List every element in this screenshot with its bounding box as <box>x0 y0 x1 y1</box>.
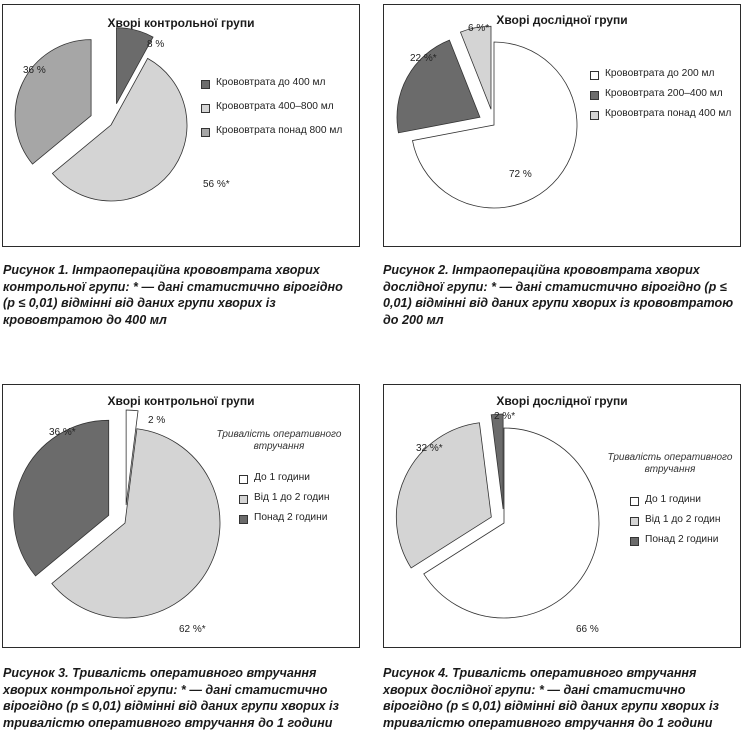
legend-swatch <box>201 128 210 137</box>
pie-chart <box>384 5 740 246</box>
chart-title: Хворі контрольної групи <box>107 394 255 408</box>
slice-label: 32 %* <box>416 443 443 454</box>
legend-label: Крововтрата 400–800 мл <box>216 101 334 112</box>
chart-title: Хворі дослідної групи <box>496 394 628 408</box>
legend-swatch <box>630 537 639 546</box>
slice-label: 2 %* <box>494 411 516 422</box>
figure-caption: Рисунок 1. Інтраопераційна крововтрата хворих контрольної групи: * — дані статистично вірогідно (p ≤ 0,01) відмінні від даних групи хворих із крововтратою до 400 мл <box>3 263 343 327</box>
chart-title: Хворі дослідної групи <box>496 13 628 27</box>
legend-swatch <box>239 495 248 504</box>
legend-label: Понад 2 години <box>645 534 719 545</box>
legend-swatch <box>630 517 639 526</box>
legend-swatch <box>590 111 599 120</box>
chart-panel-3 <box>2 384 360 648</box>
legend-swatch <box>590 71 599 80</box>
pie-slice <box>15 40 91 164</box>
legend-label: Від 1 до 2 годин <box>645 514 721 525</box>
legend-swatch <box>630 497 639 506</box>
slice-label: 2 % <box>148 415 166 426</box>
legend-swatch <box>239 515 248 524</box>
slice-label: 56 %* <box>203 179 230 190</box>
slice-label: 72 % <box>509 169 532 180</box>
slice-label: 6 %* <box>468 23 490 34</box>
slice-label: 36 % <box>23 65 46 76</box>
chart-panel-1 <box>2 4 360 247</box>
figure-caption: Рисунок 4. Тривалість оперативного втручання хворих дослідної групи: * — дані статистично вірогідно (p ≤ 0,01) відмінні від даних групи хворих із тривалістю оперативного втручання до 1 години <box>383 666 719 730</box>
legend-label: Крововтрата до 400 мл <box>216 77 326 88</box>
legend-label: Крововтрата 200–400 мл <box>605 88 723 99</box>
legend-label: Від 1 до 2 годин <box>254 492 330 503</box>
figure-caption: Рисунок 2. Інтраопераційна крововтрата хворих дослідної групи: * — дані статистично вірогідно (p ≤ 0,01) відмінні від даних групи хворих із крововтратою до 200 мл <box>383 263 734 327</box>
slice-label: 66 % <box>576 624 599 635</box>
chart-panel-4 <box>383 384 741 648</box>
chart-panel-2 <box>383 4 741 247</box>
legend-swatch <box>201 80 210 89</box>
legend-swatch <box>590 91 599 100</box>
legend-label: Понад 2 години <box>254 512 328 523</box>
chart-title: Хворі контрольної групи <box>107 16 255 30</box>
legend-label: До 1 години <box>254 472 310 483</box>
legend-title: Тривалість оперативного втручання <box>607 452 733 475</box>
legend-swatch <box>201 104 210 113</box>
legend-label: До 1 години <box>645 494 701 505</box>
legend-label: Крововтрата понад 400 мл <box>605 108 732 119</box>
legend-label: Крововтрата до 200 мл <box>605 68 715 79</box>
slice-label: 62 %* <box>179 624 206 635</box>
legend-swatch <box>239 475 248 484</box>
pie-slice <box>491 414 503 509</box>
slice-label: 8 % <box>147 39 165 50</box>
legend-title: Тривалість оперативного втручання <box>216 429 342 452</box>
figure-caption: Рисунок 3. Тривалість оперативного втручання хворих контрольної групи: * — дані статистично вірогідно (p ≤ 0,01) відмінні від даних групи хворих із тривалістю оперативного втручання до 1 години <box>3 666 339 730</box>
slice-label: 22 %* <box>410 53 437 64</box>
legend-label: Крововтрата понад 800 мл <box>216 125 343 136</box>
slice-label: 36 %* <box>49 427 76 438</box>
